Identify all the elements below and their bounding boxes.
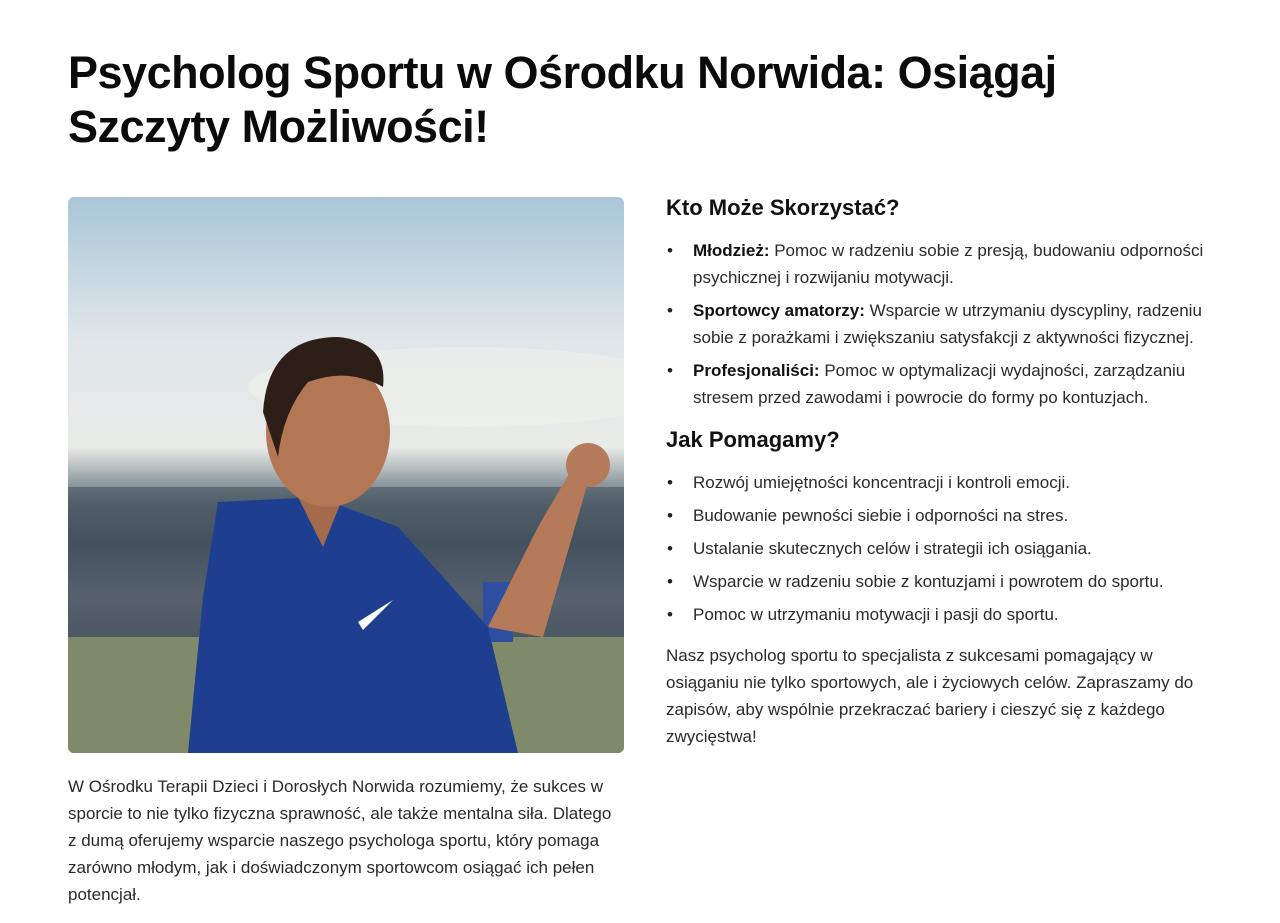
who-list [666, 237, 1222, 411]
outro-paragraph: Nasz psycholog sportu to specjalista z sukcesami pomagający w osiąganiu nie tylko sportowych, ale i życiowych celów. Zapraszamy do zapisów, aby wspólnie przekraczać bariery i cieszyć się z każdego zwycięstwa! [666, 646, 1194, 746]
list-item: • Pomoc w utrzymaniu motywacji i pasji do sportu. [666, 601, 1222, 628]
list-item [666, 297, 1222, 351]
item-text: Wsparcie w utrzymaniu dyscypliny, radzeniu sobie z porażkami i zwiększaniu satysfakcji z aktywności fizycznej. [693, 301, 1202, 347]
right-column [666, 193, 1222, 750]
how-heading: Jak Pomagamy? [666, 427, 840, 452]
list-item: • Ustalanie skutecznych celów i strategii ich osiągania. [666, 535, 1222, 562]
item-text: Pomoc w radzeniu sobie z presją, budowaniu odporności psychicznej i rozwijaniu motywacji. [693, 241, 1204, 287]
item-label: Młodzież: [693, 241, 770, 260]
hero-image-young-athlete [68, 197, 624, 753]
how-list [666, 469, 1222, 628]
intro-paragraph: W Ośrodku Terapii Dzieci i Dorosłych Norwida rozumiemy, że sukces w sporcie to nie tylko fizyczna sprawność, ale także mentalna siła. Dlatego z dumą oferujemy wsparcie naszego psychologa sportu, który pomaga zarówno młodym, jak i doświadczonym sportowcom osiągać ich pełen potencjał. [68, 777, 612, 904]
athlete-illustration [68, 197, 624, 753]
page-title: Psycholog Sportu w Ośrodku Norwida: Osiągaj Szczyty Możliwości! [68, 47, 1057, 152]
list-item [666, 237, 1222, 291]
who-heading: Kto Może Skorzystać? [666, 195, 900, 220]
list-item: • Budowanie pewności siebie i odporności na stres. [666, 502, 1222, 529]
item-label: Sportowcy amatorzy: [693, 301, 865, 320]
item-label: Profesjonaliści: [693, 361, 820, 380]
left-column [68, 197, 624, 908]
list-item: • Rozwój umiejętności koncentracji i kontroli emocji. [666, 469, 1222, 496]
list-item [666, 357, 1222, 411]
item-text: Pomoc w optymalizacji wydajności, zarządzaniu stresem przed zawodami i powrocie do formy po kontuzjach. [693, 361, 1186, 407]
list-item: • Wsparcie w radzeniu sobie z kontuzjami i powrotem do sportu. [666, 568, 1222, 595]
